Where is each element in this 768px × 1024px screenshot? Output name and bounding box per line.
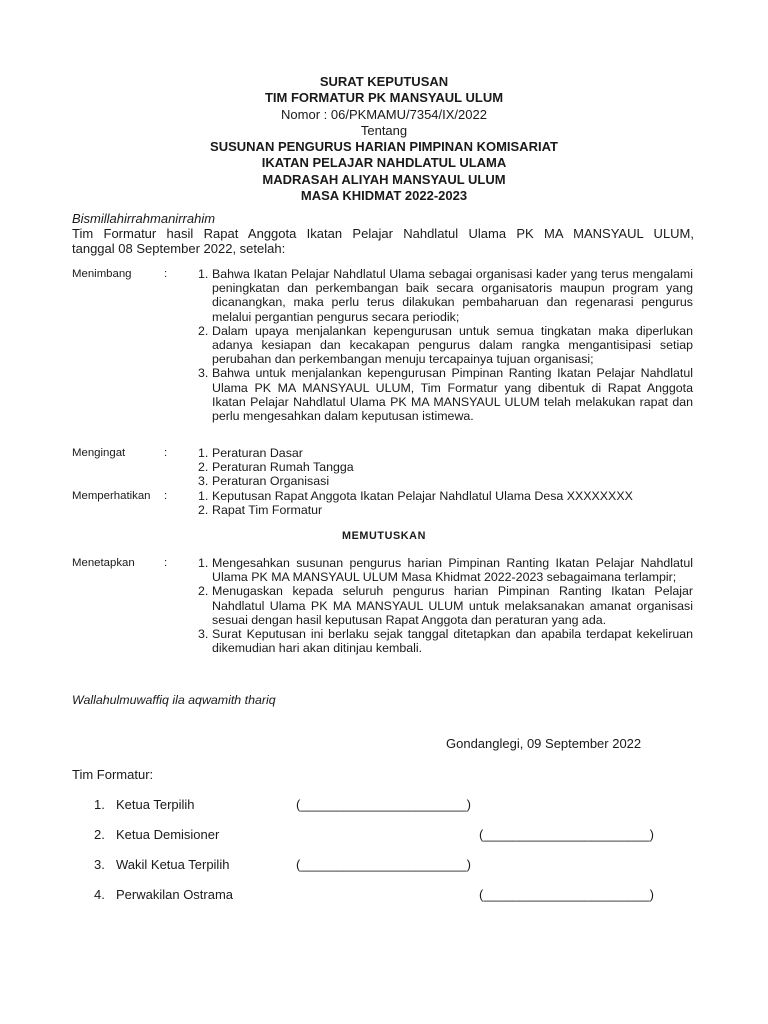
header-issuer: TIM FORMATUR PK MANSYAUL ULUM: [264, 90, 504, 106]
signature-line: (_______________________): [296, 857, 471, 872]
list-item: 3. Bahwa untuk menjalankan kepengurusan Pimpinan Ranting Ikatan Pelajar Nahdlatul Ulama PK MA MANSYAUL ULUM, Tim Formatur yang dibentuk di Rapat Anggota Ikatan Pelajar Nahdlatul Ulama PK MA MANSYAUL ULUM telah melakukan rapat dan perlu mengesahkan dalam keputusan istimewa.: [198, 366, 693, 424]
signatory-role: Ketua Demisioner: [116, 827, 220, 842]
signatory-row: 2. Ketua Demisioner (_______________________): [94, 827, 654, 842]
signatory-role: Ketua Terpilih: [116, 797, 195, 812]
basmalah: Bismillahirrahmanirrahim: [72, 211, 216, 226]
list-item: 2. Peraturan Rumah Tangga: [198, 460, 354, 475]
list-item: 1. Keputusan Rapat Anggota Ikatan Pelajar Nahdlatul Ulama Desa XXXXXXXX: [198, 489, 633, 503]
intro-paragraph: [72, 211, 694, 256]
header-number: Nomor : 06/PKMAMU/7354/IX/2022: [281, 106, 487, 122]
list-item: 2. Rapat Tim Formatur: [198, 503, 323, 518]
list-item: 2. Dalam upaya menjalankan kepengurusan untuk semua tingkatan maka diperlukan adanya kesiapan dan kecakapan pengurus dalam rangka mengantisipasi setiap perubahan dan perkembangan menuju tercapainya tujuan organisasi;: [198, 323, 693, 367]
section-label: Menimbang: [72, 268, 132, 280]
signatory-row: 3. Wakil Ketua Terpilih (_______________________): [94, 857, 471, 872]
list-item: 1. Mengesahkan susunan pengurus harian Pimpinan Ranting Ikatan Pelajar Nahdlatul Ulama PK MA MANSYAUL ULUM Masa Khidmat 2022-2023 sebagaimana terlampir;: [198, 556, 693, 585]
section-colon: :: [164, 490, 168, 502]
signatory-row: 4. Perwakilan Ostrama (_______________________): [94, 887, 654, 902]
list-item: 3. Peraturan Organisasi: [198, 474, 330, 489]
section-colon: :: [164, 268, 168, 280]
list-item: 1. Bahwa Ikatan Pelajar Nahdlatul Ulama sebagai organisasi kader yang terus mengalami peningkatan dan perkembangan baik secara organisatoris maupun program yang dicanangkan, maka perlu terus dilakukan pembaharuan dan regenarasi pengurus melalui pergantian pengurus secara periodik;: [198, 267, 693, 324]
signatory-row: 1. Ketua Terpilih (_______________________): [94, 797, 471, 812]
list-item: 1. Peraturan Dasar: [198, 446, 303, 460]
closing-phrase: Wallahulmuwaffiq ila aqwamith thariq: [72, 693, 276, 707]
header-subject-3: MADRASAH ALIYAH MANSYAUL ULUM: [262, 171, 506, 187]
signatory-role: Perwakilan Ostrama: [116, 887, 234, 902]
intro-line-2: tanggal 08 September 2022, setelah:: [72, 241, 286, 256]
list-item: 2. Menugaskan kepada seluruh pengurus harian Pimpinan Ranting Ikatan Pelajar Nahdlatul Ulama PK MA MANSYAUL ULUM untuk melaksanakan amanat organisasi sesuai dengan hasil keputusan Rapat Anggota dan peraturan yang ada.: [198, 584, 693, 627]
signature-line: (_______________________): [479, 887, 654, 902]
header-subject-2: IKATAN PELAJAR NAHDLATUL ULAMA: [261, 155, 507, 171]
list-item: 3. Surat Keputusan ini berlaku sejak tanggal ditetapkan dan apabila terdapat kekeliruan dikemudian hari akan ditinjau kembali.: [198, 627, 693, 656]
section-colon: :: [164, 447, 168, 459]
place-date: Gondanglegi, 09 September 2022: [446, 736, 642, 751]
decision-heading: MEMUTUSKAN: [342, 530, 426, 542]
intro-line-1: Tim Formatur hasil Rapat Anggota Ikatan Pelajar Nahdlatul Ulama PK MA MANSYAUL ULUM,: [72, 226, 694, 241]
header-tentang: Tentang: [360, 122, 408, 138]
header-title: SURAT KEPUTUSAN: [319, 74, 449, 89]
document-header: [0, 74, 768, 204]
section-label: Memperhatikan: [72, 490, 151, 502]
signature-line: (_______________________): [296, 797, 471, 812]
section-colon: :: [164, 557, 168, 569]
header-subject-1: SUSUNAN PENGURUS HARIAN PIMPINAN KOMISARIAT: [210, 139, 558, 155]
team-label: Tim Formatur:: [72, 767, 154, 782]
section-label: Menetapkan: [72, 557, 135, 569]
section-label: Mengingat: [72, 447, 126, 459]
signatory-role: Wakil Ketua Terpilih: [116, 857, 230, 872]
signature-line: (_______________________): [479, 827, 654, 842]
header-subject-4: MASA KHIDMAT 2022-2023: [300, 188, 468, 204]
